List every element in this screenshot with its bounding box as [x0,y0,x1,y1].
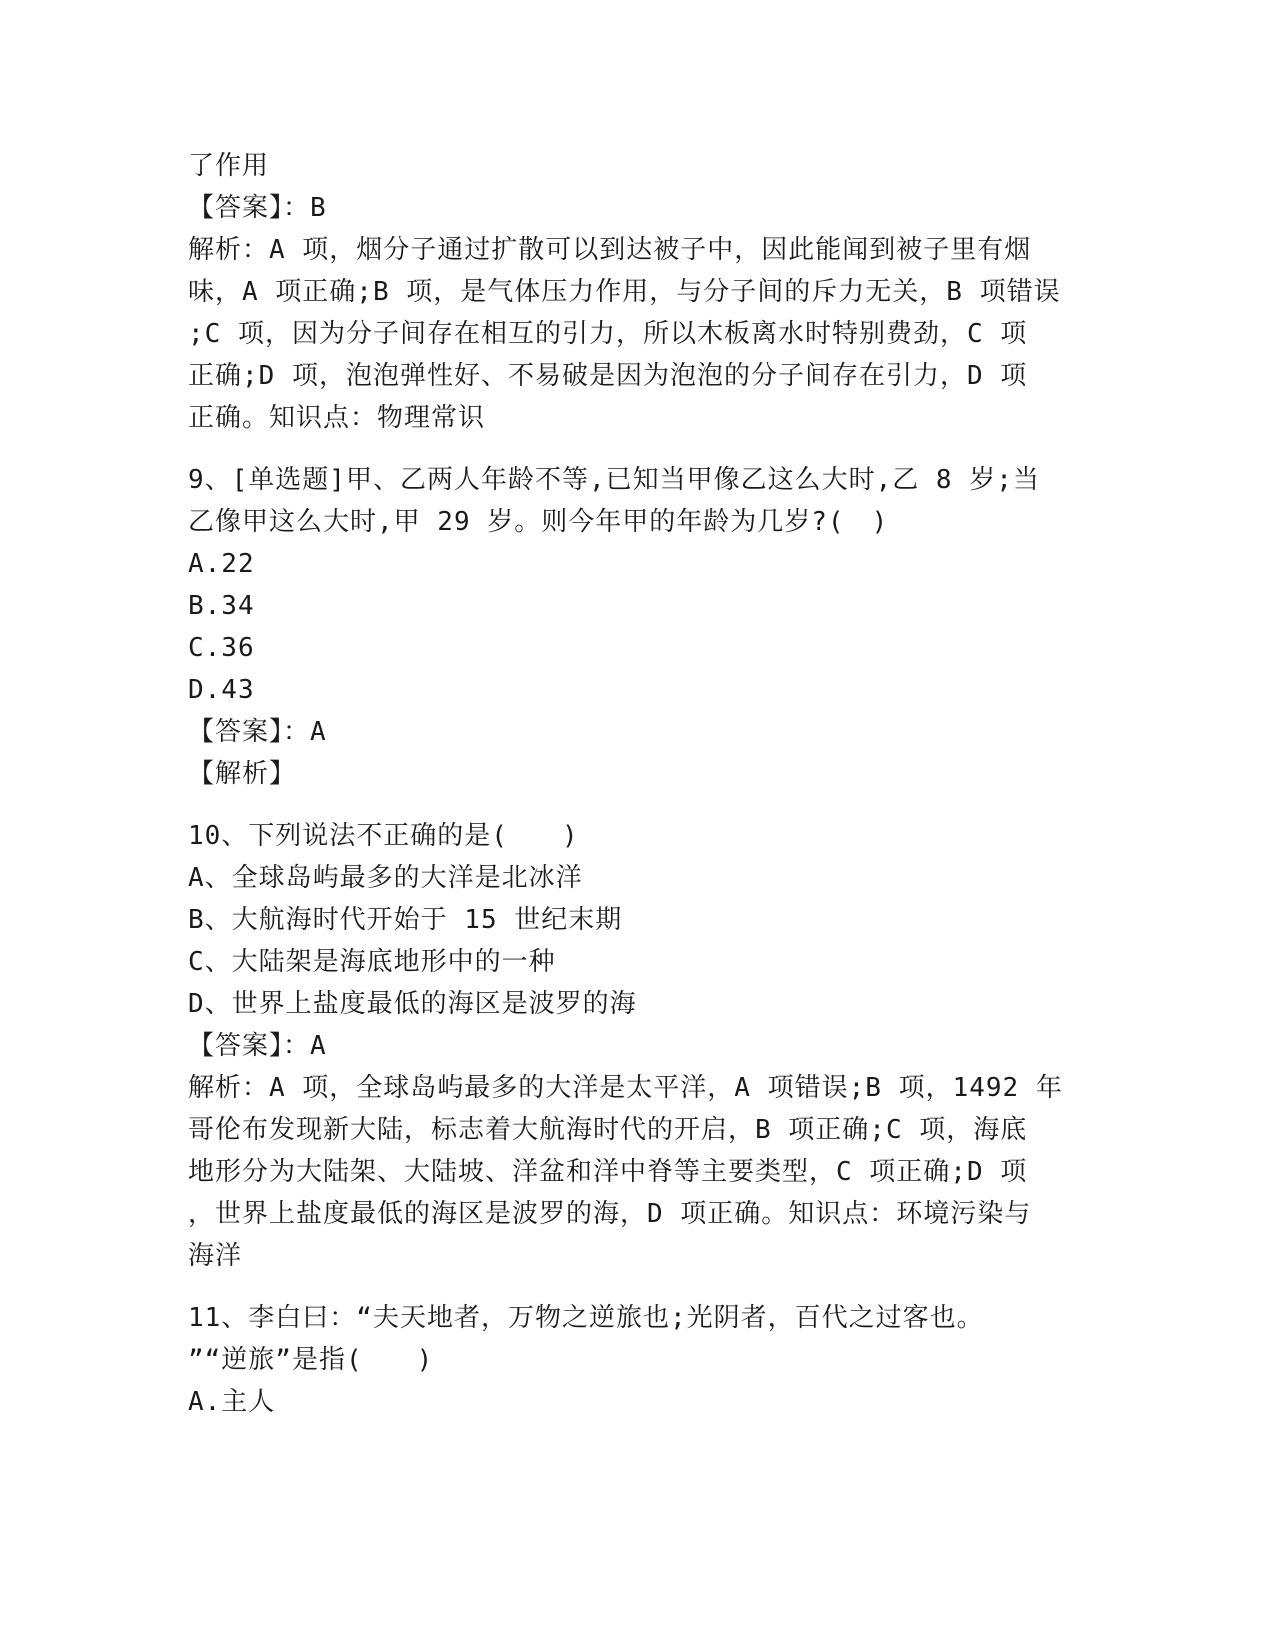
q10-option-a: A、全球岛屿最多的大洋是北冰洋 [188,863,583,893]
q10-analysis-line: 地形分为大陆架、大陆坡、洋盆和洋中脊等主要类型，C 项正确;D 项 [188,1157,1028,1187]
q10-analysis-line: 海洋 [188,1241,243,1271]
document-page [188,145,1088,1423]
q9-answer: 【答案】：A [188,717,327,747]
q10-analysis-line: 哥伦布发现新大陆，标志着大航海时代的开启，B 项正确;C 项，海底 [188,1115,1028,1145]
q9-option-a: A.22 [188,549,255,579]
q8-answer: 【答案】：B [188,193,327,223]
q9-stem: 乙像甲这么大时,甲 29 岁。则今年甲的年龄为几岁?( ) [188,507,889,537]
q10-option-b: B、大航海时代开始于 15 世纪末期 [188,905,623,935]
q8-analysis-line: 解析：A 项，烟分子通过扩散可以到达被子中，因此能闻到被子里有烟 [188,235,1032,265]
q11-option-a: A.主人 [188,1387,276,1417]
q9-analysis-label: 【解析】 [188,759,297,789]
q8-stem-end: 了作用 [188,151,270,181]
q10-option-d: D、世界上盐度最低的海区是波罗的海 [188,989,637,1019]
q10-answer: 【答案】：A [188,1031,327,1061]
q9-option-c: C.36 [188,633,255,663]
q8-analysis-line: 味，A 项正确;B 项，是气体压力作用，与分子间的斥力无关，B 项错误 [188,277,1061,307]
q10-analysis-line: 解析：A 项，全球岛屿最多的大洋是太平洋，A 项错误;B 项，1492 年 [188,1073,1063,1103]
q9-option-d: D.43 [188,675,255,705]
q9-stem: 9、[单选题]甲、乙两人年龄不等,已知当甲像乙这么大时,乙 8 岁;当 [188,465,1040,495]
q10-analysis-line: ，世界上盐度最低的海区是波罗的海，D 项正确。知识点：环境污染与 [188,1199,1032,1229]
q11-stem: ”“逆旅”是指( ) [188,1345,434,1375]
q8-analysis-line: ;C 项，因为分子间存在相互的引力，所以木板离水时特别费劲，C 项 [188,319,1028,349]
q10-option-c: C、大陆架是海底地形中的一种 [188,947,556,977]
q11-stem: 11、李白曰：“夫天地者，万物之逆旅也;光阴者，百代之过客也。 [188,1303,984,1333]
q8-analysis-line: 正确。知识点：物理常识 [188,403,486,433]
q10-stem: 10、下列说法不正确的是( ) [188,821,579,851]
q8-analysis-line: 正确;D 项，泡泡弹性好、不易破是因为泡泡的分子间存在引力，D 项 [188,361,1028,391]
q9-option-b: B.34 [188,591,255,621]
